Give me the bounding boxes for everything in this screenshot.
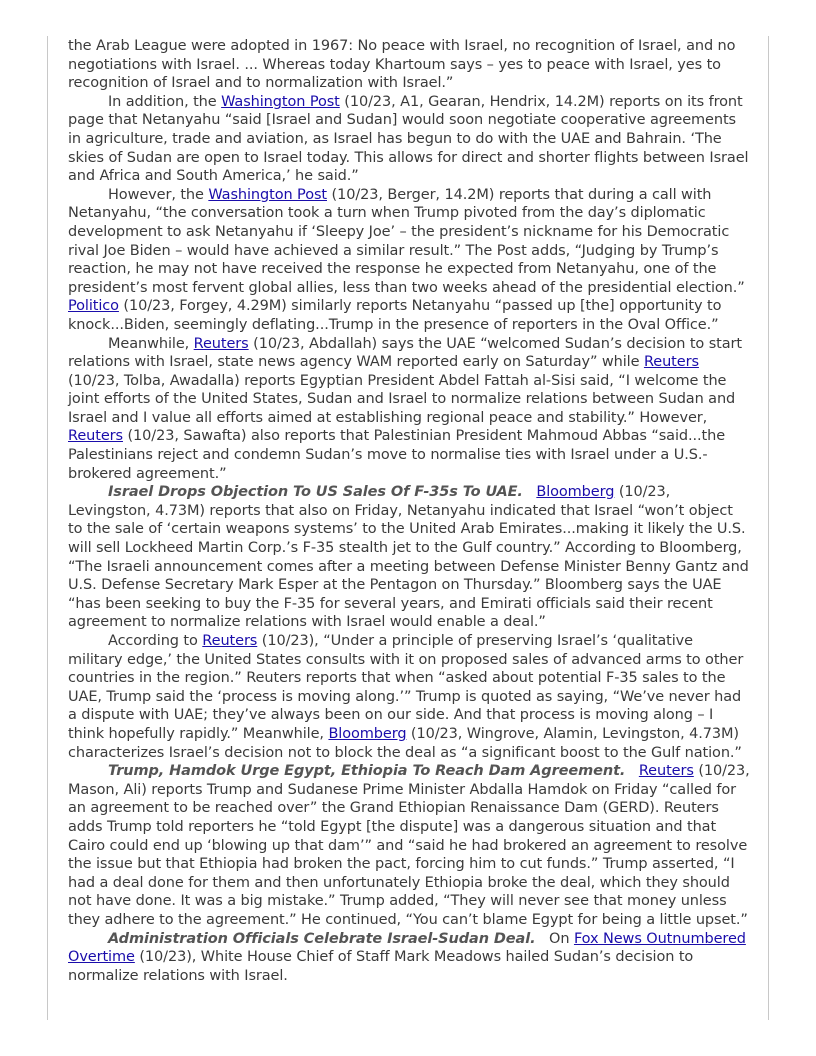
paragraph-text: (10/23, Mason, Ali) reports Trump and Sudanese Prime Minister Abdalla Hamdok on Friday “called for an agreement to be reached over” the Grand Ethiopian Renaissance Dam (GERD). Reuters adds Trump told reporters he “told Egypt [the dispute] was a dangerous situation and that Cairo could end up ‘blowing up that dam’” and “said he had brokered an agreement to resolve the issue but that Ethiopia had broken the pact, forcing him to cut funds.” Trump asserted, “I had a deal done for them and then unfortunately Ethiopia broke the deal, which they should not have done. It was a big mistake.” Trump added, “They will never see that money unless they adhere to the agreement.” He continued, “You can’t blame Egypt for being a little upset.”	[68, 763, 750, 928]
paragraph	[68, 335, 750, 484]
paragraph-text: On	[535, 930, 574, 947]
story-headline: Trump, Hamdok Urge Egypt, Ethiopia To Reach Dam Agreement.	[108, 763, 626, 780]
paragraph	[68, 762, 750, 929]
paragraph-text: (10/23, Wingrove, Alamin, Levingston, 4.73M) characterizes Israel’s decision not to block the deal as “a significant boost to the Gulf nation.”	[68, 725, 742, 761]
source-link[interactable]: Washington Post	[208, 186, 327, 203]
paragraph-text: (10/23, A1, Gearan, Hendrix, 14.2M) reports on its front page that Netanyahu “said [Israel and Sudan] would soon negotiate cooperative agreements in agriculture, trade and aviation, as Israel has begun to do with the UAE and Bahrain. ‘The skies of Sudan are open to Israel today. This allows for direct and shorter flights between Israel and Africa and South America,’ he said.”	[68, 93, 749, 185]
story-headline: Israel Drops Objection To US Sales Of F-35s To UAE.	[108, 484, 523, 501]
paragraph-text: (10/23, Berger, 14.2M) reports that during a call with Netanyahu, “the conversation took a turn when Trump pivoted from the day’s diplomatic development to ask Netanyahu if ‘Sleepy Joe’ – the president’s nickname for his Democratic rival Joe Biden – would have achieved a similar result.” The Post adds, “Judging by Trump’s reaction, he may not have received the response he expected from Netanyahu, one of the president’s most fervent global allies, less than two weeks ahead of the presidential election.”	[68, 186, 745, 296]
source-link[interactable]: Washington Post	[221, 93, 340, 110]
left-margin-rule	[47, 36, 48, 1020]
paragraph-text: (10/23), “Under a principle of preserving Israel’s ‘qualitative military edge,’ the United States consults with it on proposed sales of advanced arms to other countries in the region.” Reuters reports that when “asked about potential F-35 sales to the UAE, Trump said the ‘process is moving along.’” Trump is quoted as saying, “We’ve never had a dispute with UAE; they’ve always been on our side. And that process is moving along – I think hopefully rapidly.” Meanwhile,	[68, 633, 744, 742]
paragraph-text: (10/23, Sawafta) also reports that Palestinian President Mahmoud Abbas “said...the Palestinians reject and condemn Sudan’s move to normalise ties with Israel under a U.S.-brokered agreement.”	[68, 428, 726, 482]
paragraph-text: (10/23, Levingston, 4.73M) reports that also on Friday, Netanyahu indicated that Israel “won’t object to the sale of ‘certain weapons systems’ to the United Arab Emirates...making it likely the U.S. will sell Lockheed Martin Corp.’s F-35 stealth jet to the Gulf country.” According to Bloomberg, “The Israeli announcement comes after a meeting between Defense Minister Benny Gantz and U.S. Defense Secretary Mark Esper at the Pentagon on Thursday.” Bloomberg says the UAE “has been seeking to buy the F-35 for several years, and Emirati officials said their recent agreement to normalize relations with Israel would enable a deal.”	[68, 484, 749, 631]
paragraph-text	[523, 484, 537, 500]
right-margin-rule	[768, 36, 769, 1020]
paragraph-text	[625, 763, 639, 779]
paragraph-text: (10/23, Abdallah) says the UAE “welcomed Sudan’s decision to start relations with Israel, state news agency WAM reported early on Saturday” while	[68, 335, 742, 371]
paragraph-text: However, the	[108, 186, 209, 203]
source-link[interactable]: Reuters	[638, 763, 694, 780]
paragraph	[68, 632, 750, 762]
paragraph	[68, 37, 750, 93]
source-link[interactable]: Reuters	[643, 354, 699, 371]
source-link[interactable]: Reuters	[193, 335, 249, 352]
paragraph-text: (10/23), White House Chief of Staff Mark Meadows hailed Sudan’s decision to normalize relations with Israel.	[68, 949, 694, 984]
source-link[interactable]: Bloomberg	[328, 725, 407, 742]
paragraph	[68, 186, 750, 335]
paragraph-text: In addition, the	[108, 93, 222, 110]
source-link[interactable]: Politico	[68, 298, 119, 315]
paragraph-text: (10/23, Tolba, Awadalla) reports Egyptian President Abdel Fattah al-Sisi said, “I welcome the joint efforts of the United States, Sudan and Israel to normalize relations between Sudan and Israel and I value all efforts aimed at establishing regional peace and stability.” However,	[68, 372, 736, 426]
paragraph-text: Meanwhile,	[108, 335, 194, 352]
paragraph	[68, 930, 750, 986]
paragraph	[68, 483, 750, 632]
source-link[interactable]: Bloomberg	[536, 484, 615, 501]
paragraph	[68, 93, 750, 186]
source-link[interactable]: Fox News Outnumbered Overtime	[68, 930, 746, 966]
source-link[interactable]: Reuters	[202, 633, 258, 649]
paragraph-text: the Arab League were adopted in 1967: No peace with Israel, no recognition of Israel, and no negotiations with Israel. ... Whereas today Khartoum says – yes to peace with Israel, yes to recognition of Israel and to normalization with Israel.”	[68, 38, 736, 92]
story-headline: Administration Officials Celebrate Israel-Sudan Deal.	[108, 930, 536, 947]
article-body	[68, 37, 750, 985]
source-link[interactable]: Reuters	[68, 428, 123, 445]
paragraph-text: According to	[108, 633, 203, 649]
paragraph-text: (10/23, Forgey, 4.29M) similarly reports Netanyahu “passed up [the] opportunity to knock...Biden, seemingly deflating...Trump in the presence of reporters in the Oval Office.”	[68, 298, 722, 333]
